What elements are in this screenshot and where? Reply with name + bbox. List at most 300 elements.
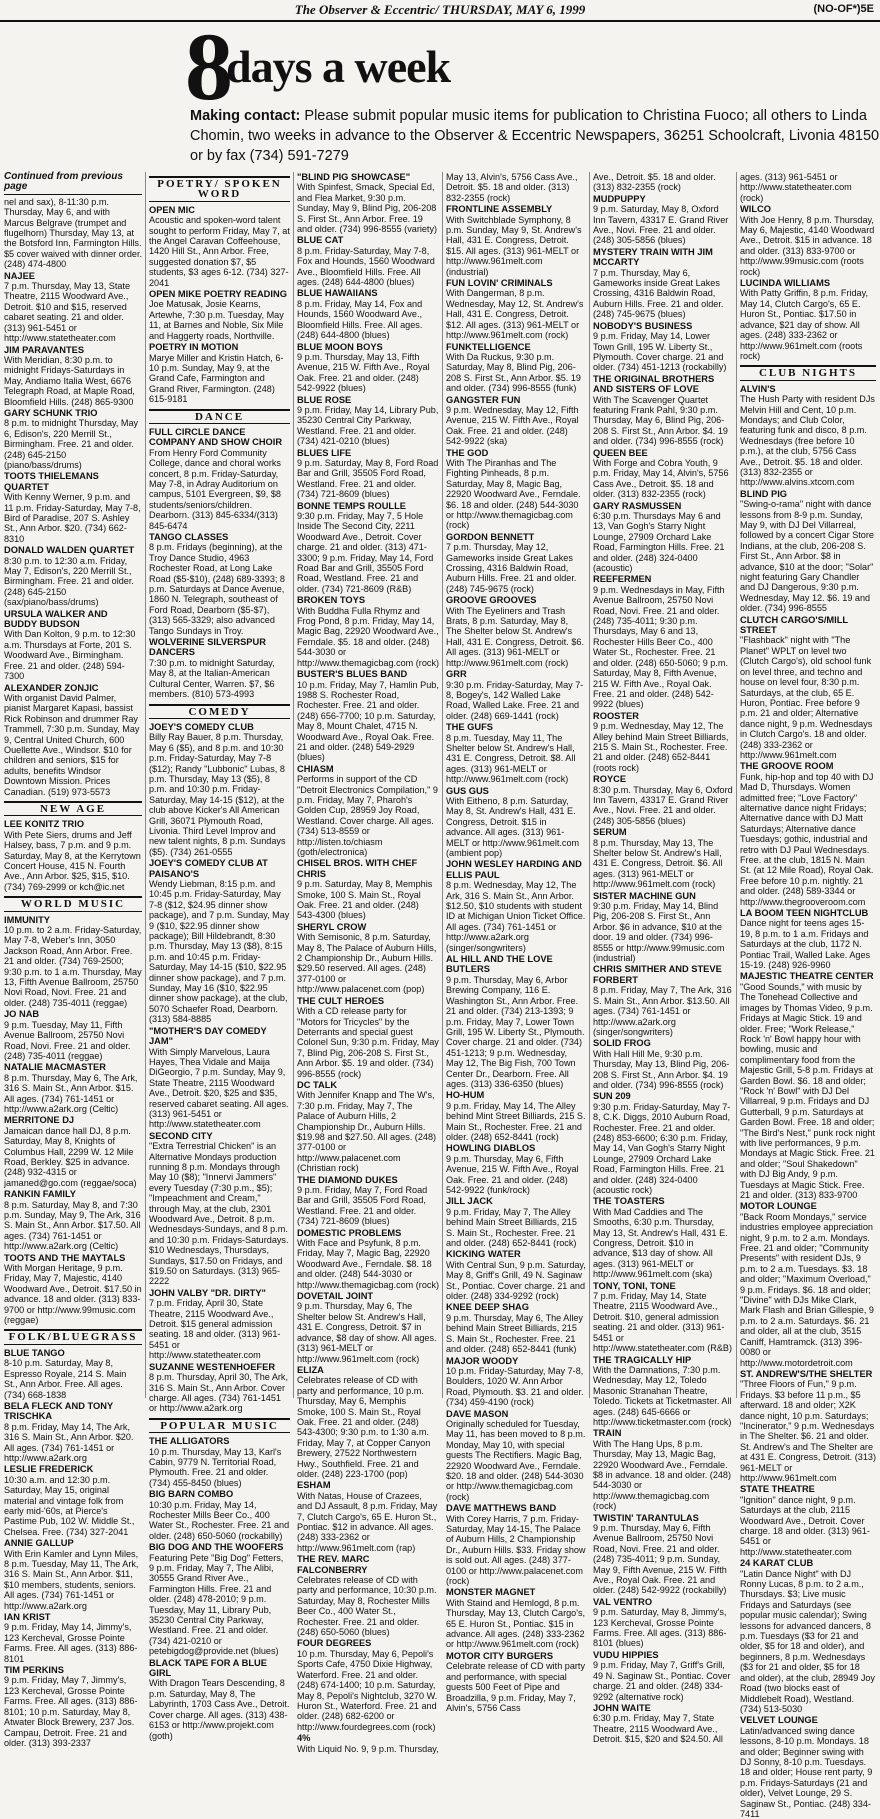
listing-text: With Dangerman, 8 p.m. Wednesday, May 12, St. Andrew's Hall, 431 E. Congress, Detroit. $12. All ages. (313) 961-MELT or http://www.961melt.com (rock) [446,288,584,341]
listing-text: 8-10 p.m. Saturday, May 8, Espresso Royale, 214 S. Main St., Ann Arbor. Free. All ages. (734) 668-1838 [4,1358,127,1400]
listing-heading: SECOND CITY [149,1130,213,1141]
listing-entry [4,915,142,1009]
listing-text: 9:30 p.m. Friday-Saturday, May 7-8, Bogey's, 142 Walled Lake Road, Walled Lake. Free. 21 and older. (248) 669-1441 (rock) [446,679,584,721]
listing-entry [446,1090,586,1142]
listing-heading: THE TOASTERS [593,1196,665,1207]
listing-text: 7 p.m. Thursday, May 13, State Theatre, 2115 Woodward Ave., Detroit. $10 and $15, reserved cabaret seating. 21 and older. (313) 961-5451 or http://www.statetheater.com [4,281,131,344]
listing-heading: HOWLING DIABLOS [446,1143,536,1154]
listing-heading: THE GROOVE ROOM [740,761,834,772]
listing-text: 9 p.m. Saturday, May 8, Jimmy's, 123 Kercheval, Grosse Pointe Farms. Free. All ages. (313) 886-8101 (blues) [593,1607,727,1649]
listing-entry [593,891,733,964]
listing-heading: TOOTS THIELEMANS QUARTET [4,471,99,492]
listing-heading: TONY, TONI, TONE [593,1280,676,1291]
listing-text: With Spinfest, Smack, Special Ed, and Flea Market, 9:30 p.m. Sunday, May 9, Blind Pig, 206-208 S. First St., Ann Arbor. Free. 19 and older. (734) 996-8555 (variety) [297,182,438,235]
listing-heading: BROKEN TOYS [297,595,366,606]
listing-heading: URSULA WALKER AND BUDDY BUDSON [4,608,108,630]
listing-entry [740,1558,876,1714]
listing-text: "Latin Dance Night" with DJ Ronny Lucas, 8 p.m. to 2 a.m., Thursdays. $3; Live music Fridays and Saturdays (see popular music calendar); Swing lessons for advanced dancers, 8 p.m. Tuesdays ($3 for 21 and older, $5 for 18 and older), and beginners, 8 p.m. Wednesdays ($3 for 21 and older, $5 for 18 and older), at the club, 28949 Joy Road (two blocks east of Middlebelt Road), Westland. (734) 513-5030 [740,1568,875,1714]
listing-text: 8 p.m. Tuesday, May 11, The Shelter below St. Andrew's Hall, 431 E. Congress, Detroit. $8. All ages. (313) 961-MELT or http://www.961melt.com (rock) [446,732,576,785]
listing-entry [446,1196,586,1248]
listing-heading: THE ALLIGATORS [149,1436,230,1447]
col3-items [297,172,439,1754]
listing-entry [4,1348,142,1400]
column-divider [589,172,590,1398]
listing-text: With Joe Henry, 8 p.m. Thursday, May 6, Majestic, 4140 Woodward Ave., Detroit. $15 in advance. 18 and older. (313) 833-9700 or http://www.99music.com (roots rock) [740,214,875,277]
listing-text: Marye Miller and Kristin Hatch, 6-10 p.m. Sunday, May 9, at the Grand Cafe, Farmington and Grand River, Farmington. (248) 615-9181 [149,352,284,405]
listing-heading: FRONTLINE ASSEMBLY [446,204,553,215]
listing-entry [297,922,439,995]
listing-heading: BLUE TANGO [4,1347,65,1358]
listing-text: Performs in support of the CD "Detroit Electronics Compilation," 9 p.m. Friday, May 7, Pharoh's Golden Cup, 28959 Joy Road, Westland. Cover charge. All ages. (734) 513-8559 or http://listen.to/chiasm (goth/electronica) [297,774,438,857]
listing-text: With Patty Griffin, 8 p.m. Friday, May 14, Clutch Cargo's, 65 E. Huron St., Pontiac. $17.50 in advance, $21 day of show. All ages. (248) 333-2362 or http://www.961melt.com (roots rock) [740,288,869,361]
listing-entry [149,205,290,288]
col1-sections [4,801,142,1748]
listing-heading: DC TALK [297,1079,338,1090]
listing-text: 8 p.m. Friday, May 14, Fox and Hounds, 1560 Woodward Ave., Bloomfield Hills. Free. All ages. (248) 644-4800 (blues) [297,298,423,341]
listing-entry [593,321,733,373]
listing-entry [4,271,142,344]
listing-entry [740,615,876,761]
listing-entry [297,1733,439,1754]
col5-items [593,172,733,1745]
listing-text: With Corey Harris, 7 p.m. Friday-Saturday, May 14-15, The Palace of Auburn Hills, 2 Championship Dr., Auburn Hills. $33. Friday show is sold out. All ages. (248) 377-0100 or http://www.palacenet.com (rock) [446,1513,586,1587]
listing-heading: HO-HUM [446,1090,485,1101]
listing-heading: BLUE MOON BOYS [297,341,383,352]
listing-heading: BLUE CAT [297,235,344,246]
listing-entry [740,1201,876,1368]
listing-entry [149,1288,290,1361]
listing-text: Ave., Detroit. $5. 18 and older. (313) 832-2355 (rock) [593,172,716,193]
listing-text: 8 p.m. Thursday, April 30, The Ark, 316 S. Main St., Ann Arbor. Cover charge. All ages. (734) 761-1451 or http://www.a2ark.org [149,1372,288,1414]
listing-heading: FUNKTELLIGENCE [446,341,531,352]
listing-entry [4,819,142,892]
listing-heading: NAJEE [4,270,36,281]
listing-text: With The Piranhas and The Fighting Pinheads, 8 p.m. Saturday, May 8, Magic Bag, 22920 Woodward Ave., Ferndale. $6. 18 and older. (248) 544-3030 or http://www.themagicbag.com (rock) [446,457,581,531]
listing-text: Jamaican dance hall DJ, 8 p.m. Saturday, May 8, Knights of Columbus Hall, 2299 W. 12 Mile Road, Berkley. $25 in advance. (248) 932-4315 or jamaned@go.com (reggae/soca) [4,1125,137,1188]
listing-heading: BUSTER'S BLUES BAND [297,669,408,680]
listing-text: With Kenny Werner, 9 p.m. and 11 p.m. Friday-Saturday, May 7-8, Bird of Paradise, 207 S. Ashley St., Ann Arbor. $20. (734) 662-8310 [4,492,141,544]
listing-entry [446,278,586,340]
section-heading: DANCE [149,409,290,424]
listing-heading: TWISTIN' TARANTULAS [593,1512,699,1523]
listing-entry [593,172,733,193]
listing-text: "Swing-o-rama" night with dance lessons from 8-9 p.m. Sunday, May 9, with DJ Del Villarreal, followed by a concert Cigar Store Indians, at the club, 206-208 S. First St., Ann Arbor. $8 in advance, $10 at the door; "Solar" night featuring Gary Chandler and DJ Dangerous, 9:30 p.m. Wednesday, May 12. $6. 19 and older. (734) 996-8555 [740,499,874,614]
listing-entry [297,1638,439,1732]
section-heading: CLUB NIGHTS [740,365,876,380]
listing-heading: MUDPUPPY [593,193,646,204]
listing-entry [4,471,142,544]
listing-heading: BELA FLECK AND TONY TRISCHKA [4,1400,113,1422]
listing-entry [446,1143,586,1195]
listing-entry [446,1503,586,1586]
listing-heading: BLIND PIG [740,488,788,499]
listing-entry [593,711,733,773]
listing-entry [149,1542,290,1656]
listing-text: With Dragon Tears Descending, 8 p.m. Saturday, May 8, The Labyrinth, 1703 Cass Ave., Detroit. Cover charge. All ages. (313) 438-6153 or http://www.projekt.com (goth) [149,1678,290,1741]
listing-heading: SHERYL CROW [297,921,367,932]
listing-entry [740,489,876,614]
listing-text: 8 p.m. Fridays (beginning), at the Troy Dance Studio, 4963 Rochester Road, at Long Lake Road ($5-$10), (248) 689-3393; 8 p.m. Saturdays at Dance Avenue, 1860 N. Telegraph, southeast of Ford Road, Dearborn ($5-$7), (313) 565-3329; also advanced Tango Sundays in Troy. [149,542,285,636]
listing-entry [149,1131,290,1287]
listing-heading: FULL CIRCLE DANCE COMPANY AND SHOW CHOIR [149,426,283,448]
listing-heading: JOHN WESLEY HARDING AND ELLIS PAUL [446,859,582,880]
listing-heading: NATALIE MACMASTER [4,1062,106,1073]
col1-items [4,197,142,797]
listing-heading: MERRITONE DJ [4,1115,75,1126]
listing-entry [446,859,586,953]
listing-heading: SERUM [593,827,627,838]
listing-text: 8 p.m. Friday, May 14, The Ark, 316 S. Main St., Ann Arbor. $20. All ages. (734) 761-1451 or http://www.a2ark.org [4,1421,134,1463]
listing-entry [593,1091,733,1195]
listing-heading: CLUTCH CARGO'S/MILL STREET [740,614,848,636]
listing-text: 9 p.m. Friday, May 14, The Alley behind Mint Street Billiards, 215 S. Main St., Rochester. Free. 21 and older. (248) 652-8441 (rock) [446,1100,586,1142]
listing-entry [297,448,439,500]
listing-text: ages. (313) 961-5451 or http://www.statetheater.com (rock) [740,172,852,203]
listing-text: With organist David Palmer, pianist Margaret Kapasi, bassist Rick Robinson and drummer Ray Trammell, 7:30 p.m. Sunday, May 9, Central United Church, 600 Ouellette Ave., Windsor. $10 for children and seniors, $15 for adults, benefits Windsor Downtown Mission. Prices Canadian. (519) 973-5573 [4,692,140,797]
listing-text: 9 p.m. Friday, May 14, Lower Town Grill, 195 W. Liberty St., Plymouth. Cover charge. 21 and older. (734) 451-1213 (rockabilly) [593,331,727,373]
listing-text: "Flashback" night with "The Planet" WPLT on level two (Clutch Cargo's), old school funk on level three, and techno and house on level four, 8:30 p.m. Saturdays, at the club, 65 E. Huron, Pontiac. Free before 9 p.m. 21 and older; Alternative dance night, 9 p.m. Wednesdays in Clutch Cargo's. 18 and older. (248) 333-2362 or http://www.961melt.com [740,635,873,760]
listing-entry [297,996,439,1079]
listing-heading: VELVET LOUNGE [740,1715,818,1726]
listing-heading: GANGSTER FUN [446,394,521,405]
listing-heading: BIG DOG AND THE WOOFERS [149,1542,284,1553]
listing-text: Funk, hip-hop and top 40 with DJ Mad D, Thursdays. Women admitted free; "Love Factory" alternative dance night Fridays; Alternative dance with DJ Matt Saturdays; Alternative dance Tuesdays; gothic, industrial and retro with DJ Paul Wednesdays. Free. at the club, 1815 N. Main St. (at 12 Mile Road), Royal Oak. Free before 10 p.m. nightly. 21 and older. (248) 589-3344 or http://www.thegrooveroom.com [740,771,874,907]
listing-entry [593,247,733,320]
listing-text: With Central Sun, 9 p.m. Saturday, May 8, Griff's Grill, 49 N. Saginaw St., Pontiac. Cover charge. 21 and older. (248) 334-9292 (rock) [446,1259,586,1302]
listing-entry [446,1356,586,1408]
listing-heading: WILCO [740,204,771,215]
listing-text: With Mad Caddies and The Smooths, 6:30 p.m. Thursday, May 13, St. Andrew's Hall, 431 E. Congress, Detroit. $10 in advance, $13 day of show. All ages. (313) 961-MELT or http://www.961melt.com (ska) [593,1206,728,1280]
listing-heading: AL HILL AND THE LOVE BUTLERS [446,954,553,975]
listing-text: Dance night for teens ages 15-19, 8 p.m. to 1 a.m. Fridays and Saturdays at the club, 1172 N. Pontiac Trail, Walled Lake. Ages 15-19. (248) 926-9960 [740,918,871,971]
contact-lead: Making contact: [190,108,301,124]
listing-heading: FUN LOVIN' CRIMINALS [446,278,553,289]
section-heading: NEW AGE [4,801,142,816]
listing-entry [446,395,586,447]
listing-text: With The Scavenger Quartet featuring Frank Pahl, 9:30 p.m. Thursday, May 6, Blind Pig, 206-208 S. First St., Ann Arbor. $4. 19 and older. (734) 996-8555 (rock) [593,394,728,447]
listing-entry [4,345,142,407]
listing-heading: "MOTHER'S DAY COMEDY JAM" [149,1025,267,1047]
listing-heading: FOUR DEGREES [297,1638,372,1649]
listing-entry [593,774,733,826]
listing-heading: LEE KONITZ TRIO [4,819,85,830]
listing-entry [593,574,733,709]
listing-heading: "BLIND PIG SHOWCASE" [297,172,411,182]
continued-note: Continued from previous page [4,172,142,195]
listing-text: "Good Sounds," with music by The Tonehead Collective and images by Thomas Video, 9 p.m. Fridays at Magic Stick. 19 and older. Free; "Work Release," Rock 'n' Bowl happy hour with bowling, music and complimentary food from the Majestic Grill, 5-8 p.m. Fridays at Garden Bowl. $6. 18 and older; "Rock 'n' Bowl" with DJ Del Villarreal, 9 p.m. Fridays and DJ Gutterball, 9 p.m. Saturdays at Garden Bowl. Free. 18 and older; "The Bird's Nest," punk rock night with live performances, 9 p.m. Mondays at Magic Stick. Free. 21 and older; "Soul Shakedown" with DJ Big Andy, 9 p.m. Tuesdays at Magic Stick. Free. 21 and older. (313) 833-9700 [740,981,876,1200]
listing-heading: OPEN MIKE POETRY READING [149,289,287,300]
listing-heading: ELIZA [297,1364,324,1375]
listing-text: 10 p.m. to 2 a.m. Friday-Saturday, May 7-8, Weber's Inn, 3050 Jackson Road, Ann Arbor. Free. 21 and older. (734) 769-2500; 9:30 p.m. to 1 a.m. Thursday, May 13, Fifth Avenue Ballroom, 25750 Novi Road, Novi. Free. 21 and older. (248) 735-4011 (reggae) [4,925,142,1008]
listing-text: 7:30 p.m. to midnight Saturday, May 8, at the Italian-American Cultural Center, Warren. $7, $6 members. (810) 573-4993 [149,657,275,700]
listing-entry [149,1436,290,1488]
listing-text: 10 p.m. Friday, May 7, Hamlin Pub, 1988 S. Rochester Road, Rochester. Free. 21 and older. (248) 656-7700; 10 p.m. Saturday, May 8, Mount Chalet, 4715 N. Woodward Ave., Royal Oak. Free. 21 and older. (248) 549-2929 (blues) [297,679,439,763]
listing-heading: GARY RASMUSSEN [593,500,682,511]
logo-number: 8 [185,13,232,120]
listing-text: From Henry Ford Community College, dance and choral works concert, 8 p.m. Friday-Saturday, May 7-8, in Adray Auditorium on campus, 5101 Evergreen, $9, $8 students/seniors/children. Dearborn. (313) 845-6334/(313) 845-6474 [149,447,281,531]
listing-text: Acoustic and spoken-word talent sought to perform Friday, May 7, at the Angel Caravan Coffeehouse, 1420 Hill St., Ann Arbor. Free, suggested donation $7, $5 students, $3 ages 6-12. (734) 327-2041 [149,215,290,288]
column-3 [297,172,440,1754]
listing-heading: SISTER MACHINE GUN [593,890,696,901]
listing-text: 7 p.m. Thursday, May 12, Gameworks inside Great Lakes Crossing, 4316 Baldwin Road, Auburn Hills. Free. 21 and older. (248) 745-9675 (rock) [446,542,577,594]
listing-text: 8 p.m. Friday, May 7, The Ark, 316 S. Main St., Ann Arbor. $13.50. All ages. (734) 761-1451 or http://www.a2ark.org (singer/songwriters) [593,985,732,1037]
listing-heading: BLUES LIFE [297,447,352,458]
listing-text: 9 p.m. Thursday, May 13, Fifth Avenue, 215 W. Fifth Ave., Royal Oak. Free. 21 and older. (248) 542-9922 (blues) [297,351,430,394]
listing-text: With the Damnations, 7:30 p.m. Wednesday, May 12, Toledo Masonic Stranahan Theatre, Toledo. Tickets at Ticketmaster. All ages. (248) 645-6666 or http://www.ticketmaster.com (rock) [593,1364,732,1427]
listing-text: 8 p.m. Thursday, May 13, The Shelter below St. Andrew's Hall, 431 E. Congress, Detroit. $6. All ages. (313) 961-MELT or http://www.961melt.com (rock) [593,837,723,890]
listing-text: With Simply Marvelous, Laura Hayes, Thea Vidale and Maija DiGeorgio, 7 p.m. Sunday, May 9, State Theatre, 2115 Woodward Ave., Detroit. $20, $25 and $35, reserved cabaret seating. All ages. (313) 961-5451 or http://www.statetheater.com [149,1046,289,1130]
column-divider [145,172,146,1398]
listing-text: 9 p.m. Wednesday, May 12, The Alley behind Main Street Billiards, 215 S. Main St., Rochester. Free. 21 and older. (248) 652-8441 (roots rock) [593,721,729,773]
listing-entry [297,342,439,394]
listing-entry [446,1409,586,1503]
listing-text: "Back Room Mondays," service industries employee appreciation night, 9 p.m. to 2 a.m. Mondays. Free. 21 and older; "Community Presents" with resident DJs, 9 p.m. to 2 a.m. Tuesdays. $3. 18 and older; "Maximum Overload," 9 p.m. Fridays. $6. 18 and older; "Divine" with DJs Mike Clark, Mark Flash and Brian Gillespie, 9 p.m. to 2 a.m. Saturdays. $6. 21 and older, all at the club, 3515 Caniff, Hamtramck. (313) 396-0080 or http://www.motordetroit.com [740,1211,874,1368]
listing-entry [446,669,586,721]
listing-entry [297,1175,439,1227]
listing-entry [297,1228,439,1290]
listing-heading: IAN KRIST [4,1612,51,1623]
listing-text: 7 p.m. Friday, April 30, State Theatre, 2115 Woodward Ave., Detroit. $15 general admission seating. 18 and older. (313) 961-5451 or http://www.statetheater.com [149,1298,281,1361]
listing-text: "Ignition" dance night, 9 p.m. Saturdays at the club, 2115 Woodward Ave., Detroit. Cover charge. 18 and older. (313) 961-5451 or http://www.statetheater.com [740,1494,870,1557]
listing-entry [149,858,290,1025]
listing-text: May 13, Alvin's, 5756 Cass Ave., Detroit. $5. 18 and older. (313) 832-2355 (rock) [446,172,578,203]
listing-heading: ANNIE GALLUP [4,1538,74,1549]
listing-text: 9 p.m. Saturday, May 8, Oxford Inn Tavern, 43317 E. Grand River Ave., Novi. Free. 21 and older. (248) 305-5856 (blues) [593,204,729,246]
listing-heading: SUZANNE WESTENHOEFER [149,1361,276,1372]
making-contact-notice [190,106,880,166]
listing-text: Wendy Liebman, 8:15 p.m. and 10:45 p.m. Friday-Saturday, May 7-8 ($12, $24.95 dinner show package), and 7 p.m. Sunday, May 9 ($10, $22.95 dinner show package); Bill Hildebrandt, 8:30 p.m. Thursday, May 13 ($8), 8:15 p.m. and 10:45 p.m. Friday-Saturday, May 14-15 ($10, $22.95 dinner show package), and 7 p.m. Sunday, May 16 ($10, $22.95 dinner show package), at the club, 5070 Schaefer Road, Dearborn. (313) 584-8885 [149,879,290,1025]
listing-entry [149,532,290,636]
listing-entry [297,1080,439,1174]
listing-heading: SUN 209 [593,1091,631,1102]
listing-entry [446,342,586,394]
listing-text: With Liquid No. 9, 9 p.m. Thursday, [297,1743,439,1754]
column-divider [442,172,443,1398]
listing-text: 9 p.m. Friday, May 7, The Alley behind Main Street Billiards, 215 S. Main St., Rochester. Free. 21 and older. (248) 652-8441 (rock) [446,1206,577,1249]
listing-text: With Forge and Cobra Youth, 9 p.m. Friday, May 14, Alvin's, 5756 Cass Ave., Detroit. $5. 18 and older. (313) 832-2355 (rock) [593,457,729,500]
listing-text: With a CD release party for "Motors for Tricycles" by the Deterrants and special guest Colonel Sun, 9:30 p.m. Friday, May 7, Blind Pig, 206-208 S. First St., Ann Arbor. $5. 19 and older. (734) 996-8555 (rock) [297,1006,439,1079]
listing-text: 9 p.m. Saturday, May 8, Memphis Smoke, 100 S. Main St., Royal Oak. Free. 21 and older. (248) 543-4300 (blues) [297,879,433,921]
listing-entry [593,1703,733,1745]
col2-sections [149,176,290,1741]
listing-entry [149,342,290,404]
listing-heading: TIM PERKINS [4,1665,64,1676]
listing-heading: JOHN WAITE [593,1702,651,1713]
listing-entry [297,669,439,763]
listing-text: The Hush Party with resident DJs Melvin Hill and Cent, 10 p.m. Mondays; and Club Color, featuring funk and disco, 8 p.m. Wednesdays (free before 10 p.m.), at the club, 5756 Cass Ave., Detroit. $5. 18 and older. (313) 832-2355 or http://www.alvins.xtcom.com [740,394,875,488]
listing-text: 9 p.m. Friday, May 14, Library Pub, 35230 Central City Parkway, Westland. Free. 21 and older. (734) 421-0210 (blues) [297,404,439,447]
listing-text: 10 p.m. Thursday, May 13, Karl's Cabin, 9779 N. Territorial Road, Plymouth. Free. 21 and older. (734) 455-8450 (blues) [149,1446,282,1488]
listing-heading: WOLVERINE SILVERSPUR DANCERS [149,637,266,658]
listing-heading: TANGO CLASSES [149,532,229,542]
listing-entry [593,194,733,246]
listing-heading: KICKING WATER [446,1249,521,1260]
listing-entry [4,1115,142,1188]
listing-text: 10 p.m. Friday-Saturday, May 7-8, Boulders, 1020 W. Ann Arbor Road, Plymouth. $3. 21 and older. (734) 459-4190 (rock) [446,1365,584,1408]
listing-text: 9 p.m. Friday, May 14, Jimmy's, 123 Kercheval, Grosse Pointe Farms. Free. All ages. (313) 886-8101 [4,1622,138,1664]
listing-heading: RANKIN FAMILY [4,1189,76,1200]
listing-heading: JOEY'S COMEDY CLUB AT PAISANO'S [149,858,268,879]
listing-heading: BIG BARN COMBO [149,1489,234,1500]
listing-entry [446,532,586,594]
column-2 [149,172,290,1741]
listing-entry [740,761,876,907]
listing-text: 9 p.m. Thursday, May 6, Fifth Avenue, 215 W. Fifth Ave., Royal Oak. Free. 21 and older. (248) 542-9922 (funk/rock) [446,1153,579,1195]
listing-text: 10 p.m. Thursday, May 6, Pepoli's Sports Cafe, 4750 Dixie Highway, Waterford. Free. 21 and older. (248) 674-1400; 10 p.m. Saturday, May 8, Pepoli's Nightclub, 3270 W. Huron St., Waterford. Free. 21 and older. (248) 682-6200 or http://www.fourdegrees.com (rock) [297,1648,438,1732]
listing-heading: DONALD WALDEN QUARTET [4,545,135,556]
listing-heading: IMMUNITY [4,914,50,925]
listing-entry [593,1196,733,1279]
listing-text: With Hall Hill Me, 9:30 p.m. Thursday, May 13, Blind Pig, 206-208 S. First St., Ann Arbor. $4. 19 and older. (734) 996-8555 (rock) [593,1048,730,1090]
listing-entry [593,374,733,447]
listing-heading: DOMESTIC PROBLEMS [297,1227,402,1238]
listing-text: 9 p.m. Thursday, May 6, The Alley behind Main Street Billiards, 215 S. Main St., Rochester. Free. 21 and older. (248) 652-8441 (funk) [446,1312,583,1355]
listing-heading: DAVE MASON [446,1408,509,1419]
listing-entry [4,1189,142,1251]
listing-entry [4,1612,142,1664]
section-heading: FOLK/BLUEGRASS [4,1329,142,1344]
listing-heading: STATE THEATRE [740,1484,815,1495]
listing-heading: REEFERMEN [593,574,652,585]
listing-text: With The Hang Ups, 8 p.m. Thursday, May 13, Magic Bag, 22920 Woodward Ave., Ferndale. $8 in advance. 18 and older. (248) 544-3030 or http://www.themagicbag.com (rock) [593,1438,732,1512]
listing-heading: ROOSTER [593,710,639,721]
listing-heading: THE DIAMOND DUKES [297,1174,398,1185]
listing-heading: THE TRAGICALLY HIP [593,1354,692,1365]
listing-text: 9 p.m. Saturday, May 8, Ford Road Bar and Grill, 35505 Ford Road, Westland. Free. 21 and older. (734) 721-8609 (blues) [297,457,439,500]
listing-text: "Extra Terrestrial Chicken" is an Alternative Mondays production running 8 p.m. Mondays through May 10 ($8); "Innervi Jammers" every Tuesday (7:30 p.m., $5); "Impeachment and Cream," through May, at the club, 2301 Woodward Ave., Detroit. 8 p.m. Wednesdays-Sundays, and 8 p.m. and 10:30 p.m. Fridays-Saturdays. $10 Wednesdays, Thursdays, Sundays, $17.50 on Fridays, and $19.50 on Saturdays. (313) 965-2222 [149,1141,289,1287]
section-heading: COMEDY [149,704,290,719]
listing-text: With Jennifer Knapp and The W's, 7:30 p.m. Friday, May 7, The Palace of Auburn Hills, 2 Championship Dr., Auburn Hills. $19.98 and $27.50. All ages. (248) 377-0100 or http://www.palacenet.com (Christian rock) [297,1090,437,1174]
listing-text: 9 p.m. Friday, May 7, Ford Road Bar and Grill, 35505 Ford Road, Westland. Free. 21 and older. (734) 721-8609 (blues) [297,1185,428,1227]
listing-heading: 24 KARAT CLUB [740,1558,814,1569]
listing-heading: JILL JACK [446,1196,493,1207]
listing-heading: MOTOR CITY BURGERS [446,1650,554,1661]
listing-entry [593,827,733,889]
listing-entry [149,722,290,857]
listing-heading: POETRY IN MOTION [149,342,239,353]
listing-text: 9 p.m. Tuesday, May 11, Fifth Avenue Ballroom, 25750 Novi Road, Novi. Free. 21 and older. (248) 735-4011 (reggae) [4,1019,131,1061]
section-heading: POETRY/ SPOKEN WORD [149,176,290,202]
listing-text: 7 p.m. Thursday, May 6, Gameworks inside Great Lakes Crossing, 4316 Baldwin Road, Auburn Hills. Free. 21 and older. (248) 745-9675 (blues) [593,267,724,320]
listing-entry [593,1513,733,1596]
listing-text: 9 p.m. Wednesdays in May, Fifth Avenue Ballroom, 25750 Novi Road, Novi. Free. 21 and older. (248) 735-4011; 9:30 p.m. Thursdays, May 6 and 13, Rochester Hills Beer Co., 400 Water St., Rochester. Free. 21 and older. (248) 650-5060; 9 p.m. Saturday, May 8, Fifth Avenue, 215 W. Fifth Ave., Royal Oak. Free. 21 and older. (248) 542-9922 (blues) [593,584,728,710]
listing-text: nel and sax), 8-11:30 p.m. Thursday, May 6, and with Marcus Belgrave (trumpet and flugelhorn) Thursday, May 13, at the Botsford Inn, Farmington Hills. $5 cover waived with dinner order. (248) 474-4800 [4,196,142,270]
listing-text: 8 p.m. Thursday, May 6, The Ark, 316 S. Main St., Ann Arbor. $15. All ages. (734) 761-1451 or http://www.a2ark.org (Celtic) [4,1072,138,1114]
listing-heading: MAJOR WOODY [446,1355,519,1366]
listing-text: With Dan Kolton, 9 p.m. to 12:30 a.m. Thursdays at Forte, 201 S. Woodward Ave., Birmingham. Free. 21 and older. (248) 594-7300 [4,629,136,682]
listing-text: With Meridian, 8:30 p.m. to midnight Fridays-Saturdays in May, Andiamo Italia West, 6676 Telegraph Road, at Maple Road, Bloomfield Hills. (248) 865-9300 [4,354,135,407]
listing-entry [4,197,142,270]
listing-entry [4,1401,142,1463]
listing-entry [740,172,876,203]
section-heading: WORLD MUSIC [4,896,142,911]
listing-heading: DOVETAIL JOINT [297,1291,374,1302]
listing-entry [297,1291,439,1364]
listing-entry [4,545,142,607]
listing-heading: GROOVE GROOVES [446,595,537,606]
listing-heading: BONNE TEMPS ROULLE [297,500,406,511]
listing-text: Joe Matusak, Josie Kearns, Artewhe, 7:30 p.m. Tuesday, May 11, at Barnes and Noble, Six Mile and Haggerty roads, Northville. [149,299,284,341]
listing-entry [4,1062,142,1114]
listings-columns [0,171,880,1819]
logo-text: days a week [226,41,451,92]
listing-heading: THE CULT HEROES [297,995,385,1006]
listing-heading: QUEEN BEE [593,447,648,458]
listing-heading: MONSTER MAGNET [446,1587,536,1598]
listing-entry [297,858,439,920]
listing-text: 8:30 p.m. Thursday, May 6, Oxford Inn Tavern, 43317 E. Grand River Ave., Novi. Free. 21 and older. (248) 305-5856 (blues) [593,784,733,826]
listing-heading: THE REV. MARC FALCONBERRY [297,1554,370,1575]
listing-entry [4,683,142,797]
listing-entry [297,172,439,234]
contact-text: Please submit popular music items for publication to Christina Fuoco; all others to Linda Chomin, two weeks in advance to the Observer & Eccentric Newspapers, 36251 Schoolcraft, Livonia 48150 or by fax (734) 591-7279 [190,108,880,164]
listing-text: Celebrates release of CD with party and performance, 10:30 p.m. Saturday, May 8, Rochester Mills Beer Co., 400 Water St., Rochester. Free. 21 and older. (248) 650-5060 (blues) [297,1575,437,1638]
listing-text: With Staind and Hemlogd, 8 p.m. Thursday, May 13, Clutch Cargo's, 65 E. Huron St., Pontiac. $15 in advance. All ages. (248) 333-2362 or http://www.961melt.com (rock) [446,1597,586,1650]
listing-heading: BLUE ROSE [297,394,352,405]
col6-items [740,172,876,361]
listing-heading: GRR [446,669,467,680]
listing-text: With Switchblade Symphony, 8 p.m. Sunday, May 9, St. Andrew's Hall, 431 E. Congress, Detroit. $15. All ages. (313) 961-MELT or http://www.961melt.com (industrial) [446,214,582,277]
listing-entry [446,595,586,668]
listing-heading: KNEE DEEP SHAG [446,1302,530,1313]
listing-text: 8 p.m. Friday-Saturday, May 7-8, Fox and Hounds, 1560 Woodward Ave., Bloomfield Hills. Free. All ages. (248) 644-4800 (blues) [297,245,435,288]
listing-entry [297,1365,439,1479]
listing-heading: MOTOR LOUNGE [740,1201,817,1212]
listing-entry [740,384,876,488]
listing-entry [149,1362,290,1414]
listing-heading: GARY SCHUNK TRIO [4,407,98,418]
listing-text: 9:30 p.m. Friday, May 14, Blind Pig, 206-208 S. First St., Ann Arbor. $6 in advance, $10 at the door. 19 and older. (734) 996-8555 or http://www.99music.com (industrial) [593,901,725,964]
listing-text: 7 p.m. Friday, May 14, State Theatre, 2115 Woodward Ave., Detroit. $10, general admission seating. 21 and older. (313) 961-5451 or http://www.statetheater.com (R&B) [593,1291,732,1354]
listing-heading: BLUE HAWAIIANS [297,288,378,299]
listing-entry [149,1489,290,1541]
col4-items [446,172,586,1713]
listing-text: 10:30 a.m. and 12:30 p.m. Saturday, May 15, original material and vintage folk from early mid-'60s, at Pierce's Pastime Pub, 102 W. Middle St., Chelsea. Free. (734) 327-2041 [4,1474,135,1537]
listing-text: 10:30 p.m. Friday, May 14, Rochester Mills Beer Co., 400 Water St., Rochester. Free. 21 and older. (248) 650-5060 (rockabilly) [149,1499,290,1541]
column-1 [4,171,142,1748]
listing-entry [740,1484,876,1557]
listing-text: 8 p.m. Saturday, May 8, and 7:30 p.m. Sunday, May 9, The Ark, 316 S. Main St., Ann Arbor. $17.50. All ages. (734) 761-1451 or http://www.a2ark.org (Celtic) [4,1199,141,1252]
listing-entry [593,448,733,500]
listing-heading: JIM PARAVANTES [4,344,85,355]
listing-text: With Semisonic, 8 p.m. Saturday, May 8, The Palace of Auburn Hills, 2 Championship Dr., Auburn Hills. $29.50 reserved. All ages. (248) 377-0100 or http://www.palacenet.com (pop) [297,932,437,995]
listing-entry [740,908,876,970]
listing-heading: BLACK TAPE FOR A BLUE GIRL [149,1657,267,1679]
listing-entry [149,1026,290,1130]
listing-entry [297,764,439,858]
listing-entry [297,395,439,447]
listing-entry [740,1715,876,1819]
listing-heading: VUDU HIPPIES [593,1649,659,1660]
listing-text: With Morgan Heritage, 9 p.m. Friday, May 7, Majestic, 4140 Woodward Ave., Detroit. $17.50 in advance. 18 and older. (313) 833-9700 or http://www.99music.com (reggae) [4,1263,142,1326]
listing-heading: SOLID FROG [593,1038,651,1049]
listing-text: 8 p.m. to midnight Thursday, May 6, Edison's, 220 Merrill St., Birmingham. Free. 21 and older. (248) 645-2150 (piano/bass/drums) [4,418,139,470]
listing-entry [4,1464,142,1537]
listing-heading: JOEY'S COMEDY CLUB [149,721,254,732]
listing-heading: 4% [297,1733,311,1744]
listing-text: Billy Ray Bauer, 8 p.m. Thursday, May 6 ($5), and 8 p.m. and 10:30 p.m. Friday-Saturday, May 7-8 ($12); Randy "Lubbonic" Lubas, 8 p.m. Thursday, May 13 ($5), 8 p.m. and 10:30 p.m. Friday-Saturday, May 14-15 ($12), at the club above Kicker's All American Grill, 36071 Plymouth Road, Livonia. Third Level Improv and new talent nights, 8 p.m. Sundays ($5). (734) 261-0555 [149,732,286,857]
listing-entry [4,609,142,682]
listing-heading: CHISEL BROS. WITH CHEF CHRIS [297,858,418,879]
listing-entry [593,1355,733,1428]
listing-heading: ESHAM [297,1480,331,1491]
column-divider [293,172,294,1398]
listing-heading: LA BOOM TEEN NIGHTCLUB [740,908,869,919]
listing-heading: MYSTERY TRAIN WITH JIM MCCARTY [593,246,713,268]
column-6 [740,172,876,1819]
publication-line: The Observer & Eccentric/ THURSDAY, MAY 6, 1999 [294,2,586,17]
listing-entry [297,235,439,287]
